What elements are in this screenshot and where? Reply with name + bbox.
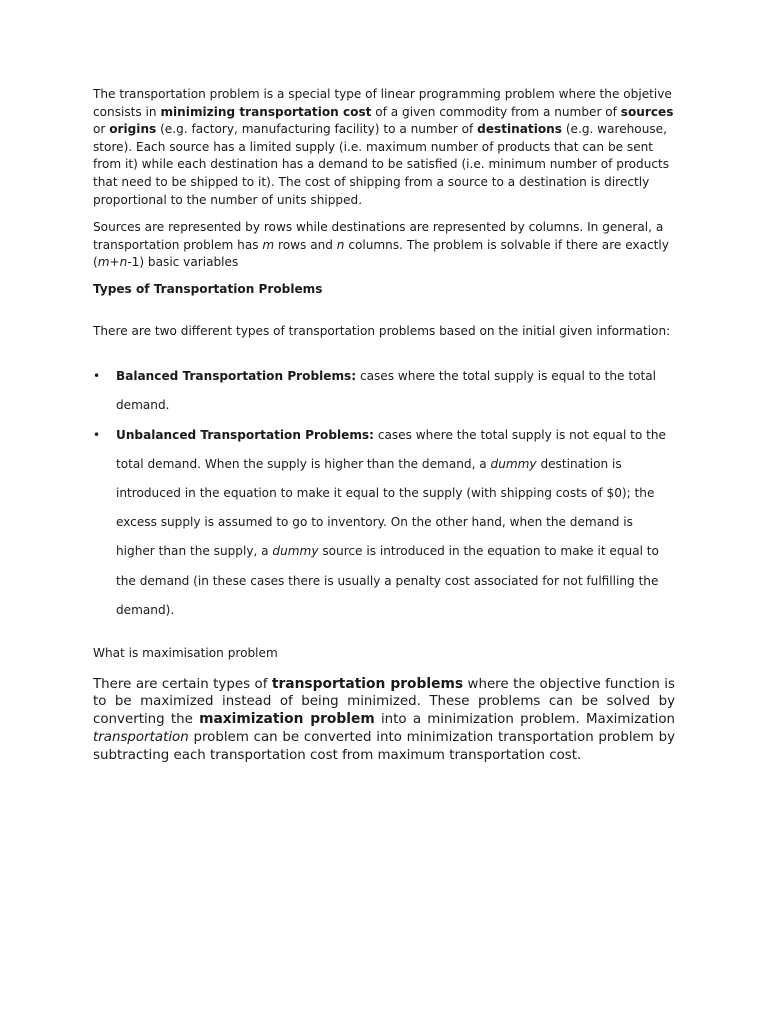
bold-term: origins — [109, 122, 157, 137]
bold-term: transportation problems — [271, 675, 464, 692]
italic-term: m+n — [97, 255, 128, 270]
bold-term: maximization problem — [199, 711, 375, 728]
bullet-icon: • — [93, 369, 101, 384]
list-item-unbalanced — [93, 421, 675, 625]
text: (e.g. factory, manufacturing facility) to a number of — [156, 122, 478, 137]
bullet-icon: • — [93, 427, 101, 442]
text: columns. The problem is solvable if there are exactly ( — [93, 237, 669, 270]
list-item-balanced — [93, 362, 675, 420]
rows-columns-paragraph — [93, 219, 675, 272]
bold-term: minimizing transportation cost — [160, 104, 372, 119]
text: Sources are represented by rows while destinations are represented by columns. In general, a transportation problem has — [93, 220, 664, 252]
text: of a given commodity from a number of — [371, 104, 621, 119]
text: The transportation problem is a special type of linear programming problem where the objetive consists in — [93, 87, 672, 119]
italic-term: dummy — [490, 456, 537, 471]
text: cases where the total supply is not equal to the total demand. When the supply is higher than the demand, a — [116, 427, 667, 471]
bold-term: Unbalanced Transportation Problems: — [116, 427, 374, 442]
text: or — [93, 122, 110, 137]
italic-term: n — [336, 237, 345, 252]
italic-term: m — [262, 237, 275, 252]
text: -1) basic variables — [127, 255, 239, 270]
question-line: What is maximisation problem — [93, 645, 278, 660]
text: rows and — [274, 237, 337, 252]
intro-paragraph — [93, 86, 675, 209]
section-heading: Types of Transportation Problems — [93, 281, 323, 296]
types-list — [93, 362, 675, 625]
text: destination is introduced in the equation to make it equal to the supply (with shipping costs of $0); the excess supply is assumed to go to inventory. On the other hand, when the demand is higher than the supply, a — [116, 456, 655, 559]
text: where the objective function is to be maximized instead of being minimized. These problems can be solved by converting the — [93, 676, 675, 728]
bold-term: destinations — [477, 122, 562, 137]
text: cases where the total supply is equal to the total demand. — [116, 369, 656, 413]
italic-term: transportation — [93, 729, 189, 745]
text: problem can be converted into minimization transportation problem by subtracting each transportation cost from maximum transportation cost. — [93, 729, 675, 763]
text: source is introduced in the equation to make it equal to the demand (in these cases there is usually a penalty cost associated for not fulfilling the demand). — [116, 544, 659, 617]
text: (e.g. warehouse, store). Each source has a limited supply (i.e. maximum number of products that can be sent from it) while each destination has a demand to be satisfied (i.e. minimum number of products that need to be shipped to it). The cost of shipping from a source to a destination is directly proportional to the number of units shipped. — [93, 122, 670, 207]
italic-term: dummy — [272, 544, 319, 559]
bold-term: sources — [620, 104, 674, 119]
text: into a minimization problem. Maximization — [374, 712, 676, 728]
bold-term: Balanced Transportation Problems: — [116, 369, 357, 384]
types-intro: There are two different types of transportation problems based on the initial given information: — [93, 323, 671, 338]
answer-paragraph — [93, 676, 675, 765]
text: There are certain types of — [93, 676, 272, 692]
document-body — [93, 86, 675, 765]
